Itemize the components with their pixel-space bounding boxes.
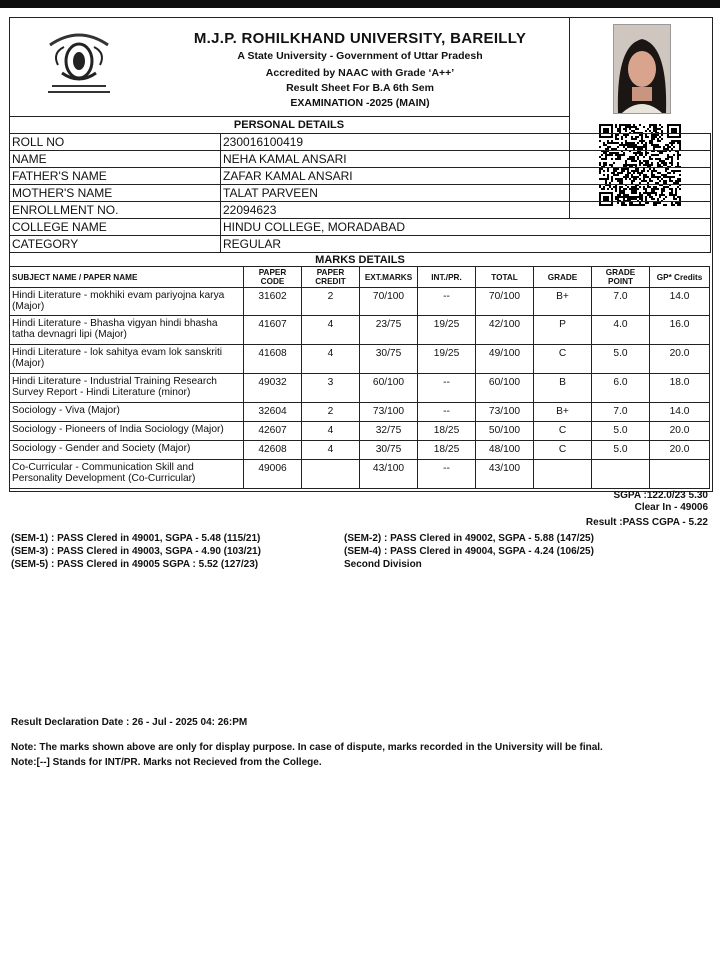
value-name: NEHA KAMAL ANSARI	[221, 151, 711, 168]
personal-details-table	[9, 133, 711, 253]
cell-subject: Sociology - Pioneers of India Sociology (Major)	[10, 422, 244, 441]
cell-gp-credits: 18.0	[650, 374, 710, 403]
cell-int-pr: --	[418, 374, 476, 403]
value-father-name: ZAFAR KAMAL ANSARI	[221, 168, 711, 185]
cell-grade: C	[534, 441, 592, 460]
cell-gp-credits: 16.0	[650, 316, 710, 345]
cell-paper-code: 42607	[244, 422, 302, 441]
cell-ext-marks: 30/75	[360, 345, 418, 374]
cell-grade: P	[534, 316, 592, 345]
cell-grade-point: 6.0	[592, 374, 650, 403]
row-roll-no	[10, 134, 711, 151]
value-roll-no: 230016100419	[221, 134, 711, 151]
cell-paper-credit: 2	[302, 403, 360, 422]
col-grade: GRADE	[534, 267, 592, 288]
cell-gp-credits: 14.0	[650, 288, 710, 316]
sheet-title: Result Sheet For B.A 6th Sem	[286, 82, 434, 94]
marks-row	[10, 460, 710, 489]
university-logo	[42, 23, 116, 99]
marks-row	[10, 441, 710, 460]
label-father-name: FATHER'S NAME	[10, 168, 221, 185]
cell-int-pr: 18/25	[418, 441, 476, 460]
marks-header-row	[10, 267, 710, 288]
cell-ext-marks: 30/75	[360, 441, 418, 460]
declaration-date: Result Declaration Date : 26 - Jul - 2025 04: 26:PM	[11, 717, 248, 728]
university-name: M.J.P. ROHILKHAND UNIVERSITY, BAREILLY	[193, 30, 527, 47]
cell-paper-credit: 2	[302, 288, 360, 316]
cell-subject: Sociology - Gender and Society (Major)	[10, 441, 244, 460]
top-edge	[0, 0, 720, 8]
cell-int-pr: --	[418, 460, 476, 489]
cell-grade: B+	[534, 288, 592, 316]
header-divider	[9, 116, 569, 117]
marks-row	[10, 374, 710, 403]
cell-total: 43/100	[476, 460, 534, 489]
note-display-purpose: Note: The marks shown above are only for display purpose. In case of dispute, marks recorded in the University will be final.	[11, 742, 603, 753]
cell-grade-point: 5.0	[592, 345, 650, 374]
label-enrollment: ENROLLMENT NO.	[10, 202, 221, 219]
sem3-result: (SEM-3) : PASS Clered in 49003, SGPA - 4.90 (103/21)	[11, 546, 261, 557]
exam-title: EXAMINATION -2025 (MAIN)	[290, 97, 430, 109]
label-roll-no: ROLL NO	[10, 134, 221, 151]
value-enrollment: 22094623	[221, 202, 711, 219]
cell-paper-credit: 4	[302, 345, 360, 374]
cell-total: 60/100	[476, 374, 534, 403]
cell-gp-credits	[650, 460, 710, 489]
cell-grade-point: 5.0	[592, 422, 650, 441]
cell-ext-marks: 32/75	[360, 422, 418, 441]
row-category	[10, 236, 711, 253]
cell-int-pr: --	[418, 288, 476, 316]
cell-grade: B	[534, 374, 592, 403]
col-total: TOTAL	[476, 267, 534, 288]
cell-gp-credits: 20.0	[650, 441, 710, 460]
sem5-result: (SEM-5) : PASS Clered in 49005 SGPA : 5.52 (127/23)	[11, 559, 259, 570]
cell-subject: Hindi Literature - Industrial Training Research Survey Report - Hindi Literature (minor)	[10, 374, 244, 403]
sgpa-summary: SGPA :122.0/23 5.30	[613, 490, 708, 501]
cell-total: 50/100	[476, 422, 534, 441]
cell-total: 73/100	[476, 403, 534, 422]
label-name: NAME	[10, 151, 221, 168]
cell-paper-code: 32604	[244, 403, 302, 422]
cell-int-pr: 19/25	[418, 345, 476, 374]
col-ext-marks: EXT.MARKS	[360, 267, 418, 288]
row-college	[10, 219, 711, 236]
cell-grade-point: 5.0	[592, 441, 650, 460]
accreditation: Accredited by NAAC with Grade ‘A++’	[265, 67, 455, 79]
cell-ext-marks: 60/100	[360, 374, 418, 403]
cell-ext-marks: 70/100	[360, 288, 418, 316]
cell-subject: Hindi Literature - mokhiki evam pariyojna karya (Major)	[10, 288, 244, 316]
cell-ext-marks: 23/75	[360, 316, 418, 345]
cell-grade-point	[592, 460, 650, 489]
cell-subject: Hindi Literature - Bhasha vigyan hindi bhasha tatha devnagri lipi (Major)	[10, 316, 244, 345]
cell-total: 70/100	[476, 288, 534, 316]
col-subject: SUBJECT NAME / PAPER NAME	[10, 267, 244, 288]
cell-gp-credits: 14.0	[650, 403, 710, 422]
row-enrollment	[10, 202, 711, 219]
label-category: CATEGORY	[10, 236, 221, 253]
note-int-pr: Note:[--] Stands for INT/PR. Marks not Recieved from the College.	[11, 757, 322, 768]
cell-grade-point: 7.0	[592, 288, 650, 316]
sem1-result: (SEM-1) : PASS Clered in 49001, SGPA - 5.48 (115/21)	[11, 533, 261, 544]
sem2-result: (SEM-2) : PASS Clered in 49002, SGPA - 5.88 (147/25)	[344, 533, 594, 544]
col-paper-credit: PAPER CREDIT	[302, 267, 360, 288]
marks-row	[10, 288, 710, 316]
personal-details-title: PERSONAL DETAILS	[233, 119, 345, 131]
cell-paper-code: 49032	[244, 374, 302, 403]
cell-total: 42/100	[476, 316, 534, 345]
col-int-pr: INT./PR.	[418, 267, 476, 288]
result-cgpa: Result :PASS CGPA - 5.22	[585, 517, 708, 528]
cell-paper-code: 42608	[244, 441, 302, 460]
sem4-result: (SEM-4) : PASS Clered in 49004, SGPA - 4.24 (106/25)	[344, 546, 594, 557]
marks-details-title: MARKS DETAILS	[315, 254, 405, 266]
marks-row	[10, 422, 710, 441]
cell-paper-credit: 4	[302, 316, 360, 345]
value-college: HINDU COLLEGE, MORADABAD	[221, 219, 711, 236]
value-category: REGULAR	[221, 236, 711, 253]
student-photo	[613, 24, 671, 114]
cell-total: 49/100	[476, 345, 534, 374]
cell-int-pr: 19/25	[418, 316, 476, 345]
cell-grade: C	[534, 345, 592, 374]
cell-paper-credit: 4	[302, 441, 360, 460]
cell-ext-marks: 43/100	[360, 460, 418, 489]
cell-gp-credits: 20.0	[650, 422, 710, 441]
cell-paper-code: 31602	[244, 288, 302, 316]
cell-paper-credit: 4	[302, 422, 360, 441]
col-gp-credits: GP* Credits	[650, 267, 710, 288]
row-name	[10, 151, 711, 168]
cell-paper-code: 49006	[244, 460, 302, 489]
university-subtitle: A State University - Government of Uttar Pradesh	[237, 50, 483, 62]
cell-gp-credits: 20.0	[650, 345, 710, 374]
cell-int-pr: --	[418, 403, 476, 422]
clear-in: Clear In - 49006	[634, 502, 708, 513]
cell-paper-code: 41607	[244, 316, 302, 345]
cell-grade-point: 4.0	[592, 316, 650, 345]
cell-grade-point: 7.0	[592, 403, 650, 422]
marks-row	[10, 345, 710, 374]
row-father-name	[10, 168, 711, 185]
cell-subject: Co-Curricular - Communication Skill and Personality Development (Co-Curricular)	[10, 460, 244, 489]
cell-paper-code: 41608	[244, 345, 302, 374]
cell-grade: B+	[534, 403, 592, 422]
cell-paper-credit: 3	[302, 374, 360, 403]
cell-int-pr: 18/25	[418, 422, 476, 441]
cell-total: 48/100	[476, 441, 534, 460]
division: Second Division	[344, 559, 422, 570]
marks-table	[9, 266, 710, 489]
label-mother-name: MOTHER'S NAME	[10, 185, 221, 202]
cell-subject: Sociology - Viva (Major)	[10, 403, 244, 422]
row-mother-name	[10, 185, 711, 202]
cell-subject: Hindi Literature - lok sahitya evam lok sanskriti (Major)	[10, 345, 244, 374]
cell-paper-credit	[302, 460, 360, 489]
cell-ext-marks: 73/100	[360, 403, 418, 422]
marks-row	[10, 403, 710, 422]
label-college: COLLEGE NAME	[10, 219, 221, 236]
col-paper-code: PAPER CODE	[244, 267, 302, 288]
col-grade-point: GRADE POINT	[592, 267, 650, 288]
value-mother-name: TALAT PARVEEN	[221, 185, 711, 202]
cell-grade: C	[534, 422, 592, 441]
marks-row	[10, 316, 710, 345]
cell-grade	[534, 460, 592, 489]
